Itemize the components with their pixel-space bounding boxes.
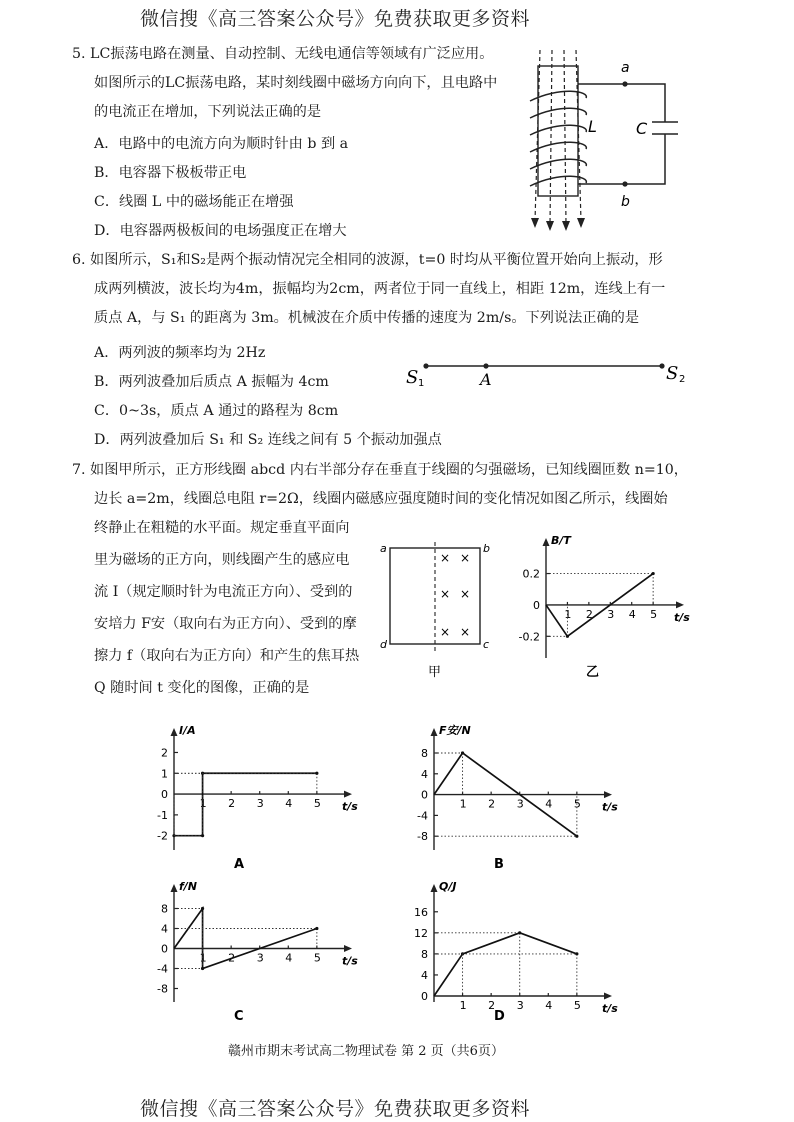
y-tick-label: 4 bbox=[161, 922, 168, 936]
x-tick-label: 4 bbox=[285, 797, 293, 811]
x-axis-arrow bbox=[676, 601, 684, 608]
y-axis-arrow bbox=[431, 728, 438, 736]
x-tick-label: 5 bbox=[650, 607, 658, 621]
q7-line-2: 边长 a=2m，线圈总电阻 r=2Ω，线圈内磁感应强度随时间的变化情况如图乙所示，线圈始 bbox=[94, 491, 668, 507]
wave-sources-diagram bbox=[400, 352, 700, 392]
x-tick-label: 1 bbox=[459, 797, 467, 811]
x-axis-label: t/s bbox=[602, 800, 618, 814]
q7-line-7: 擦力 f（取向右为正方向）和产生的焦耳热 bbox=[94, 648, 360, 664]
x-tick-label: 3 bbox=[607, 607, 615, 621]
chart-option-d bbox=[400, 878, 620, 1026]
y-tick-label: 0 bbox=[161, 788, 168, 802]
x-tick-label: 1 bbox=[459, 999, 467, 1012]
y-tick-label: 8 bbox=[161, 902, 168, 916]
q5-option-b: B．电容器下极板带正电 bbox=[94, 165, 247, 181]
q7-line-3: 终静止在粗糙的水平面。规定垂直平面向 bbox=[94, 520, 350, 536]
y-tick-label: -2 bbox=[157, 829, 168, 843]
y-tick-label: 8 bbox=[421, 747, 428, 760]
q5-line-3: 的电流正在增加，下列说法正确的是 bbox=[94, 104, 322, 120]
data-point bbox=[566, 635, 569, 638]
x-tick-label: 2 bbox=[488, 797, 496, 811]
svg-text:×: × bbox=[460, 551, 471, 565]
y-axis-arrow bbox=[543, 538, 550, 546]
data-series-line bbox=[174, 773, 317, 835]
svg-text:×: × bbox=[440, 587, 451, 601]
q6-option-d: D．两列波叠加后 S₁ 和 S₂ 连线之间有 5 个振动加强点 bbox=[94, 432, 442, 448]
data-point bbox=[315, 927, 318, 930]
chart-caption: D bbox=[494, 1009, 505, 1024]
chart-yi bbox=[512, 532, 692, 682]
y-tick-label: -8 bbox=[417, 830, 428, 844]
q7-line-4: 里为磁场的正方向，则线圈产生的感应电 bbox=[94, 552, 350, 568]
x-tick-label: 4 bbox=[285, 951, 293, 965]
x-axis-label: t/s bbox=[602, 1002, 618, 1015]
y-tick-label: 12 bbox=[414, 926, 428, 940]
label-s1: S bbox=[406, 367, 419, 388]
y-tick-label: -4 bbox=[417, 809, 428, 823]
q6-option-b: B．两列波叠加后质点 A 振幅为 4cm bbox=[94, 374, 329, 390]
q5-option-d: D．电容器两极板间的电场强度正在增大 bbox=[94, 223, 347, 239]
point-a bbox=[622, 81, 627, 86]
chart-caption: 乙 bbox=[586, 665, 600, 680]
q5-line-2: 如图所示的LC振荡电路，某时刻线圈中磁场方向向下，且电路中 bbox=[94, 75, 498, 91]
y-tick-label: 4 bbox=[421, 968, 428, 982]
x-tick-label: 4 bbox=[628, 607, 636, 621]
figure-jia bbox=[378, 538, 496, 684]
data-point bbox=[201, 907, 204, 910]
x-tick-label: 1 bbox=[564, 607, 572, 621]
q6-line-3: 质点 A，与 S₁ 的距离为 3m。机械波在介质中传播的速度为 2m/s。下列说法正确的是 bbox=[94, 310, 640, 326]
magnetic-field-crosses bbox=[440, 551, 470, 639]
data-point bbox=[575, 952, 578, 955]
x-tick-label: 3 bbox=[256, 797, 264, 811]
svg-text:×: × bbox=[460, 625, 471, 639]
x-axis-arrow bbox=[344, 945, 352, 952]
y-tick-label: 1 bbox=[161, 767, 168, 781]
x-axis-label: t/s bbox=[342, 954, 358, 968]
y-axis-label: I/A bbox=[179, 724, 196, 737]
chart-option-b bbox=[400, 722, 620, 874]
x-tick-label: 5 bbox=[573, 999, 581, 1012]
label-s1-sub: 1 bbox=[418, 378, 425, 389]
data-point bbox=[201, 834, 204, 837]
y-axis-arrow bbox=[171, 728, 178, 736]
y-tick-label: -8 bbox=[157, 982, 168, 996]
y-axis-label: Q/J bbox=[439, 880, 457, 893]
x-tick-label: 2 bbox=[228, 797, 236, 811]
x-tick-label: 3 bbox=[516, 999, 524, 1012]
label-a: a bbox=[621, 60, 630, 76]
x-tick-label: 2 bbox=[488, 999, 496, 1012]
x-axis-label: t/s bbox=[342, 800, 358, 814]
x-axis-arrow bbox=[604, 993, 612, 1000]
caption-jia: 甲 bbox=[428, 665, 442, 680]
label-s2: S bbox=[666, 363, 679, 384]
y-tick-label: 0 bbox=[421, 788, 428, 802]
q5-option-a: A．电路中的电流方向为顺时针由 b 到 a bbox=[94, 136, 349, 152]
q5-line-1: 5. LC振荡电路在测量、自动控制、无线电通信等领域有广泛应用。 bbox=[72, 46, 494, 62]
data-point bbox=[575, 835, 578, 838]
bottom-banner: 微信搜《高三答案公众号》免费获取更多资料 bbox=[140, 1098, 531, 1120]
q7-line-6: 安培力 F安（取向右为正方向）、受到的摩 bbox=[94, 616, 357, 632]
y-axis-label: F安/N bbox=[439, 724, 471, 737]
data-series-line bbox=[174, 909, 317, 969]
y-axis-arrow bbox=[431, 884, 438, 892]
q6-line-1: 6. 如图所示，S₁和S₂是两个振动情况完全相同的波源，t=0 时均从平衡位置开始向上振动，形 bbox=[72, 252, 663, 268]
svg-text:×: × bbox=[440, 625, 451, 639]
data-point bbox=[461, 751, 464, 754]
svg-text:×: × bbox=[460, 587, 471, 601]
x-tick-label: 2 bbox=[228, 951, 236, 965]
y-tick-label: -4 bbox=[157, 962, 168, 976]
y-tick-label: 0 bbox=[421, 990, 428, 1003]
data-point bbox=[201, 967, 204, 970]
label-s2-sub: 2 bbox=[679, 374, 686, 385]
y-axis-arrow bbox=[171, 884, 178, 892]
x-tick-label: 4 bbox=[545, 999, 553, 1012]
x-tick-label: 5 bbox=[313, 951, 321, 965]
data-point bbox=[315, 772, 318, 775]
y-tick-label: 0 bbox=[533, 598, 540, 612]
label-A: A bbox=[480, 370, 492, 389]
q6-option-c: C．0~3s，质点 A 通过的路程为 8cm bbox=[94, 403, 339, 419]
y-tick-label: 4 bbox=[421, 767, 428, 781]
data-series-line bbox=[434, 933, 577, 996]
y-tick-label: -1 bbox=[157, 808, 168, 822]
x-tick-label: 5 bbox=[573, 797, 581, 811]
chart-option-c bbox=[140, 878, 360, 1026]
corner-b: b bbox=[483, 542, 490, 555]
chart-caption: A bbox=[234, 857, 245, 872]
y-tick-label: 8 bbox=[421, 947, 428, 961]
q7-line-5: 流 I（规定顺时针为电流正方向）、受到的 bbox=[94, 584, 353, 600]
corner-d: d bbox=[380, 638, 387, 651]
y-axis-label: B/T bbox=[551, 534, 571, 547]
x-tick-label: 1 bbox=[199, 797, 207, 811]
svg-text:×: × bbox=[440, 551, 451, 565]
x-tick-label: 3 bbox=[256, 951, 264, 965]
top-banner: 微信搜《高三答案公众号》免费获取更多资料 bbox=[140, 8, 531, 30]
label-b: b bbox=[621, 194, 630, 210]
y-tick-label: -0.2 bbox=[518, 630, 540, 644]
chart-option-a bbox=[140, 722, 360, 874]
x-tick-label: 2 bbox=[585, 607, 593, 621]
y-tick-label: 16 bbox=[414, 905, 428, 919]
page-footer: 赣州市期末考试高二物理试卷 第 2 页（共6页） bbox=[228, 1044, 504, 1059]
label-L: L bbox=[588, 117, 597, 136]
label-C: C bbox=[636, 119, 648, 138]
q6-option-a: A．两列波的频率均为 2Hz bbox=[94, 345, 266, 361]
q7-line-1: 7. 如图甲所示，正方形线圈 abcd 内右半部分存在垂直于线圈的匀强磁场，已知线圈匝数 n=10， bbox=[72, 462, 688, 478]
data-point bbox=[518, 931, 521, 934]
chart-caption: C bbox=[234, 1009, 244, 1024]
x-tick-label: 4 bbox=[545, 797, 553, 811]
chart-caption: B bbox=[494, 857, 504, 872]
x-tick-label: 5 bbox=[313, 797, 321, 811]
q5-option-c: C．线圈 L 中的磁场能正在增强 bbox=[94, 194, 294, 210]
y-axis-label: f/N bbox=[179, 880, 198, 893]
x-axis-arrow bbox=[344, 791, 352, 798]
x-axis-label: t/s bbox=[674, 610, 690, 624]
data-point bbox=[652, 572, 655, 575]
lc-circuit-diagram bbox=[520, 46, 690, 246]
x-tick-label: 3 bbox=[516, 797, 524, 811]
y-tick-label: 2 bbox=[161, 746, 168, 760]
x-axis-arrow bbox=[604, 791, 612, 798]
corner-a: a bbox=[380, 542, 387, 555]
q6-line-2: 成两列横波，波长均为4m，振幅均为2cm，两者位于同一直线上，相距 12m，连线上有一 bbox=[94, 281, 666, 297]
y-tick-label: 0 bbox=[161, 942, 168, 956]
q7-line-8: Q 随时间 t 变化的图像，正确的是 bbox=[94, 680, 310, 696]
x-tick-label: 1 bbox=[199, 951, 207, 965]
point-b bbox=[622, 181, 627, 186]
y-tick-label: 0.2 bbox=[522, 567, 540, 581]
corner-c: c bbox=[483, 638, 490, 651]
